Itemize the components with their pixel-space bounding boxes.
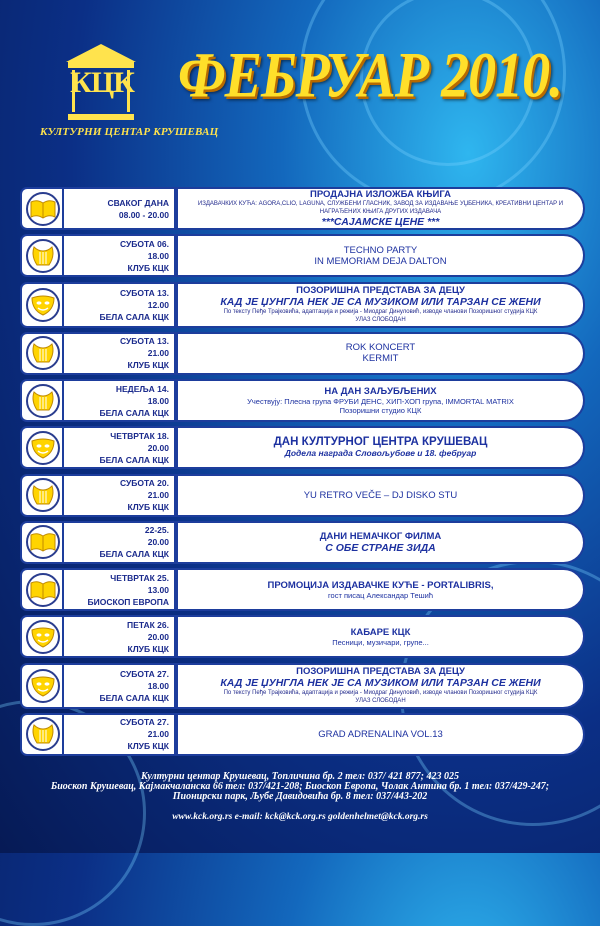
event-text: НА ДАН ЗАЉУБЉЕНИХ: [324, 386, 437, 397]
event-details: [176, 568, 585, 611]
event-date: [64, 521, 176, 564]
event-date-line: ЧЕТВРТАК 25.: [110, 572, 169, 583]
event-text: ***САЈАМСКЕ ЦЕНЕ ***: [321, 216, 440, 228]
event-venue: БЕЛА САЛА КЦК: [99, 407, 169, 418]
event-text: КАБАРЕ КЦК: [350, 626, 411, 638]
event-date-line: СУБОТА 27.: [119, 717, 169, 728]
event-row: [20, 568, 585, 611]
event-date-line: 08.00 - 20.00: [118, 209, 169, 220]
event-text: ДАНИ НЕМАЧКОГ ФИЛМА: [319, 530, 442, 542]
event-details: [176, 615, 585, 658]
event-text: ПОЗОРИШНА ПРЕДСТАВА ЗА ДЕЦУ: [296, 285, 465, 296]
mask-icon: [26, 288, 60, 322]
event-text: гост писац Александар Тешић: [327, 590, 434, 600]
event-venue: КЛУБ КЦК: [127, 741, 169, 752]
event-text: Учествују: Плесна група ФРУБИ ДЕНС, ХИП-ХОП група, IMMORTAL MATRIX: [247, 397, 514, 406]
event-text: Додела награда Словољубове и 18. фебруар: [284, 448, 477, 459]
event-details: [176, 282, 585, 328]
footer: [0, 772, 600, 822]
event-date-line: СВАКОГ ДАНА: [107, 197, 169, 208]
event-details: [176, 474, 585, 517]
event-date: [64, 187, 176, 230]
event-icon-box: [20, 234, 64, 277]
event-row: [20, 234, 585, 277]
event-date: [64, 426, 176, 469]
event-details: [176, 713, 585, 756]
event-date-line: 12.00: [147, 299, 169, 310]
event-text: KERMIT: [362, 353, 399, 365]
event-date-line: 18.00: [147, 250, 169, 261]
event-details: [176, 426, 585, 469]
event-icon-box: [20, 663, 64, 709]
book-icon: [26, 573, 60, 607]
event-icon-box: [20, 615, 64, 658]
event-venue: КЛУБ КЦК: [127, 643, 169, 654]
event-venue: БИОСКОП ЕВРОПА: [87, 596, 169, 607]
mask-icon: [26, 669, 60, 703]
event-icon-box: [20, 187, 64, 230]
event-date-line: СУБОТА 20.: [119, 478, 169, 488]
event-details: [176, 379, 585, 422]
event-date-line: 20.00: [147, 631, 169, 642]
event-date: [64, 474, 176, 517]
event-icon-box: [20, 474, 64, 517]
event-details: [176, 187, 585, 230]
event-text: ПРОМОЦИЈА ИЗДАВАЧКЕ КУЋЕ - PORTALIBRIS,: [267, 579, 494, 591]
event-text: С ОБЕ СТРАНЕ ЗИДА: [325, 541, 436, 554]
event-text: КАД ЈЕ ЏУНГЛА НЕК ЈЕ СА МУЗИКОМ ИЛИ ТАРЗАН СЕ ЖЕНИ: [220, 677, 541, 689]
lyre-icon: [26, 239, 60, 273]
event-text: УЛАЗ СЛОБОДАН: [355, 317, 406, 323]
event-date-line: ПЕТАК 26.: [127, 619, 169, 630]
event-date-line: НЕДЕЉА 14.: [115, 383, 169, 394]
event-details: [176, 332, 585, 375]
event-icon-box: [20, 332, 64, 375]
event-date: [64, 663, 176, 709]
logo-text: КУЛТУРНИ ЦЕНТАР КРУШЕВАЦ: [40, 126, 219, 138]
logo: [38, 30, 219, 150]
book-icon: [26, 525, 60, 559]
event-icon-box: [20, 379, 64, 422]
event-date: [64, 234, 176, 277]
event-date-line: СУБОТА 13.: [119, 287, 169, 298]
lyre-icon: [26, 717, 60, 751]
event-date-line: 18.00: [147, 395, 169, 406]
event-icon-box: [20, 282, 64, 328]
event-text: ИЗДАВАЧКИХ КУЋА: AGORA,CLIO, LAGUNA, СЛУЖБЕНИ ГЛАСНИК, ЗАВОД ЗА ИЗДАВАЊЕ УЏБЕНИКА, КРЕАТИВНИ ЦЕНТАР И НАГРАЂЕНИХ КЊИГА ДРУГИХ ИЗДАВАЧА: [197, 201, 564, 215]
event-text: Песници, музичари, групе...: [332, 637, 429, 647]
book-icon: [26, 192, 60, 226]
event-date-line: 20.00: [147, 537, 169, 548]
footer-web: www.kck.org.rs e-mail: kck@kck.org.rs goldenhelmet@kck.org.rs: [172, 812, 428, 822]
event-icon-box: [20, 426, 64, 469]
event-icon-box: [20, 568, 64, 611]
event-venue: БЕЛА САЛА КЦК: [99, 454, 169, 465]
event-venue: БЕЛА САЛА КЦК: [99, 311, 169, 322]
event-text: ПОЗОРИШНА ПРЕДСТАВА ЗА ДЕЦУ: [296, 666, 465, 677]
mask-icon: [26, 620, 60, 654]
event-text: УЛАЗ СЛОБОДАН: [355, 698, 406, 704]
event-date-line: 21.00: [147, 490, 169, 500]
event-details: [176, 521, 585, 564]
event-venue: БЕЛА САЛА КЦК: [99, 692, 169, 703]
event-row: [20, 713, 585, 756]
event-list: [20, 187, 585, 760]
event-row: [20, 332, 585, 375]
page-title: ФЕБРУАР 2010.: [178, 40, 563, 112]
event-row: [20, 379, 585, 422]
event-date: [64, 379, 176, 422]
event-text: По тексту Пеђе Трајковића, адаптација и режија - Миодраг Динуловић, изводе чланови Позоришног студија КЦК: [223, 690, 538, 696]
event-date: [64, 568, 176, 611]
event-date-line: СУБОТА 27.: [119, 668, 169, 679]
event-date-line: 21.00: [147, 348, 169, 359]
event-text: ROK KONCERT: [345, 342, 416, 354]
event-date: [64, 332, 176, 375]
event-text: КАД ЈЕ ЏУНГЛА НЕК ЈЕ СА МУЗИКОМ ИЛИ ТАРЗАН СЕ ЖЕНИ: [220, 296, 541, 308]
event-text: По тексту Пеђе Трајковића, адаптација и режија - Миодраг Динуловић, изводе чланови Позоришног студија КЦК: [223, 309, 538, 315]
event-venue: КЛУБ КЦК: [127, 262, 169, 273]
event-date: [64, 282, 176, 328]
event-date-line: 22-25.: [144, 525, 169, 536]
event-text: GRAD ADRENALINA VOL.13: [318, 728, 443, 740]
event-row: [20, 426, 585, 469]
event-icon-box: [20, 521, 64, 564]
mask-icon: [26, 431, 60, 465]
event-text: TECHNO PARTY: [343, 244, 418, 256]
lyre-icon: [26, 336, 60, 370]
event-row: [20, 282, 585, 328]
event-date-line: 13.00: [147, 584, 169, 595]
event-date: [64, 615, 176, 658]
event-text: Позоришни студио КЦК: [339, 406, 422, 415]
event-row: [20, 615, 585, 658]
event-date: [64, 713, 176, 756]
event-row: [20, 474, 585, 517]
event-venue: КЛУБ КЦК: [127, 502, 169, 512]
event-row: [20, 187, 585, 230]
logo-letters: КЦК: [70, 66, 134, 99]
lyre-icon: [26, 478, 60, 512]
event-date-line: 20.00: [147, 442, 169, 453]
event-date-line: СУБОТА 13.: [119, 336, 169, 347]
event-text: ДАН КУЛТУРНОГ ЦЕНТРА КРУШЕВАЦ: [273, 436, 488, 449]
event-row: [20, 521, 585, 564]
event-date-line: СУБОТА 06.: [119, 238, 169, 249]
event-row: [20, 663, 585, 709]
event-date-line: ЧЕТВРТАК 18.: [110, 430, 169, 441]
event-venue: БЕЛА САЛА КЦК: [99, 549, 169, 560]
event-text: IN MEMORIAM DEJA DALTON: [314, 255, 447, 267]
event-date-line: 21.00: [147, 729, 169, 740]
event-date-line: 18.00: [147, 680, 169, 691]
footer-park: Пионирски парк, Љубе Давидовића бр. 8 тел: 037/443-202: [172, 791, 428, 802]
event-text: YU RETRO VEČE – DJ DISKO STU: [303, 489, 458, 501]
event-details: [176, 663, 585, 709]
footer-address: Културни центар Крушевац, Топличина бр. 2 тел: 037/ 421 877; 423 025: [140, 771, 459, 782]
footer-cinemas: Биоскоп Крушевац, Кајмакчаланска 66 тел: 037/421-208; Биоскоп Европа, Чолак Антина бр. 1 тел: 037/429-247;: [50, 781, 550, 792]
event-text: ПРОДАЈНА ИЗЛОЖБА КЊИГА: [310, 189, 451, 200]
lyre-icon: [26, 384, 60, 418]
event-details: [176, 234, 585, 277]
header: [0, 0, 600, 185]
event-icon-box: [20, 713, 64, 756]
event-venue: КЛУБ КЦК: [127, 360, 169, 371]
